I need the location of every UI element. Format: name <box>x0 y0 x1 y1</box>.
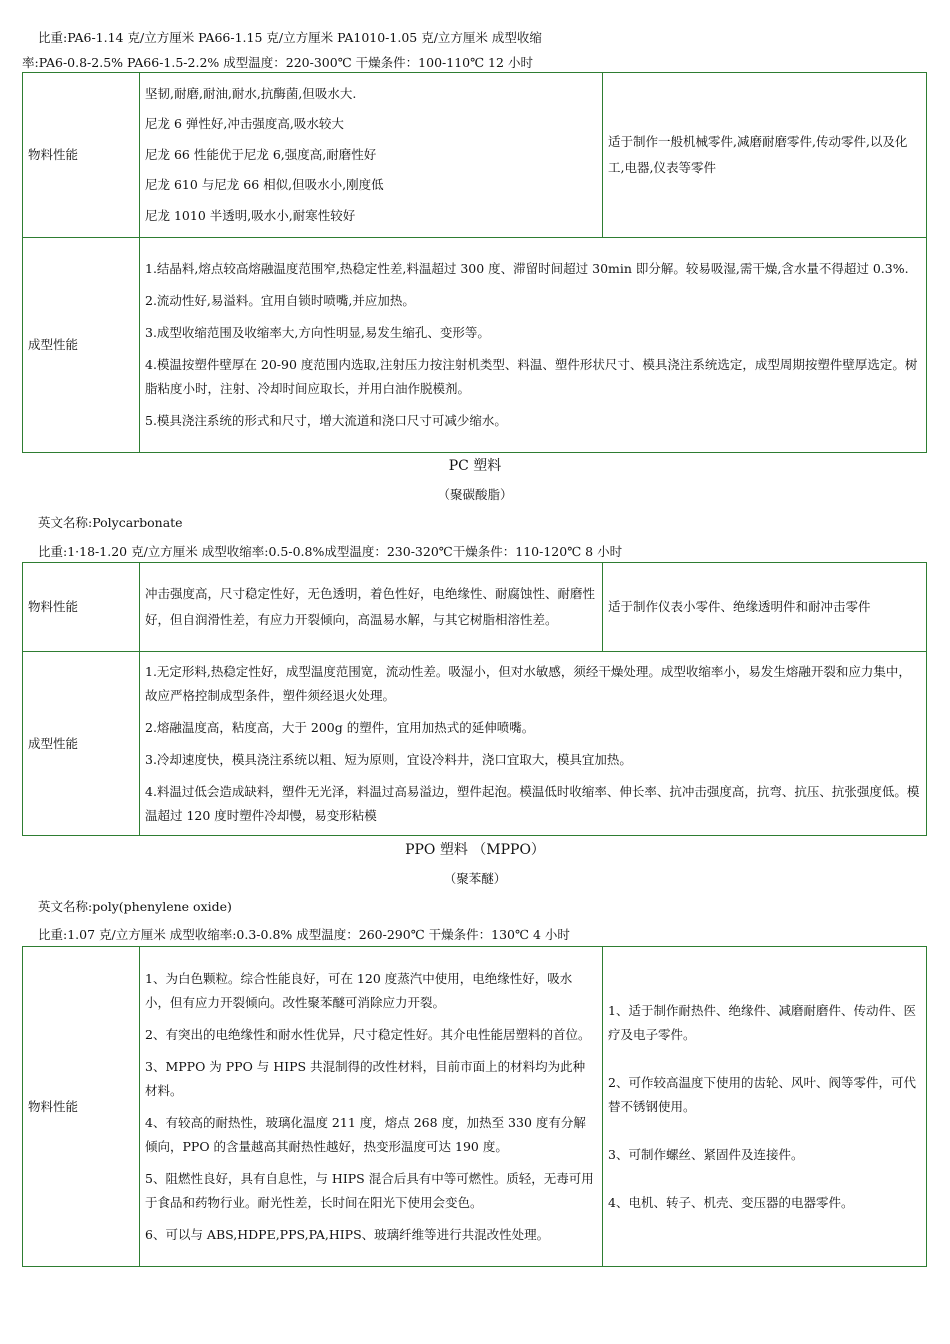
pa-usage-cell: 适于制作一般机械零件,减磨耐磨零件,传动零件,以及化工,电器,仪表等零件 <box>603 73 927 238</box>
pc-molding-cell <box>140 652 927 836</box>
pa-molding-line: 3.成型收缩范围及收缩率大,方向性明显,易发生缩孔、变形等。 <box>145 325 490 340</box>
pc-material-label: 物料性能 <box>23 563 140 652</box>
ppo-usage-line: 1、适于制作耐热件、绝缘件、减磨耐磨件、传动件、医疗及电子零件。 <box>608 1002 916 1042</box>
pa-molding-line: 5.模具浇注系统的形式和尺寸，增大流道和浇口尺寸可减少缩水。 <box>145 413 507 428</box>
pc-english-name: 英文名称:Polycarbonate <box>38 515 183 530</box>
pc-molding-line: 2.熔融温度高，粘度高，大于 200g 的塑件，宜用加热式的延伸喷嘴。 <box>145 719 535 735</box>
pa-molding-label: 成型性能 <box>23 238 140 453</box>
pc-title: PC 塑料 <box>448 458 502 474</box>
pa-spec-line-2: 率:PA6-0.8-2.5% PA66-1.5-2.2% 成型温度：220-300℃ 干燥条件：100-110℃ 12 小时 <box>22 55 533 70</box>
ppo-usage-line: 2、可作较高温度下使用的齿轮、风叶、阀等零件，可代替不锈钢使用。 <box>608 1074 916 1114</box>
pc-property-table <box>22 562 927 836</box>
pa-material-line: 坚韧,耐磨,耐油,耐水,抗酶菌,但吸水大. <box>145 85 357 101</box>
ppo-material-line: 2、有突出的电绝缘性和耐水性优异，尺寸稳定性好。其介电性能居塑料的首位。 <box>145 1026 591 1042</box>
ppo-title: PPO 塑料 （MPPO） <box>405 842 545 858</box>
ppo-english-name: 英文名称:poly(phenylene oxide) <box>38 899 232 914</box>
pa-molding-line: 2.流动性好,易溢料。宜用自锁时喷嘴,并应加热。 <box>145 293 415 308</box>
ppo-usage-cell <box>603 947 927 1267</box>
pc-molding-label: 成型性能 <box>23 652 140 836</box>
ppo-material-line: 1、为白色颗粒。综合性能良好，可在 120 度蒸汽中使用，电绝缘性好，吸水小，但有应力开裂倾向。改性聚苯醚可消除应力开裂。 <box>145 970 573 1010</box>
pa-molding-cell <box>140 238 927 453</box>
pa-spec-line-1: 比重:PA6-1.14 克/立方厘米 PA66-1.15 克/立方厘米 PA1010-1.05 克/立方厘米 成型收缩 <box>38 30 542 45</box>
pc-molding-line: 1.无定形料,热稳定性好，成型温度范围宽，流动性差。吸湿小，但对水敏感，须经干燥处理。成型收缩率小，易发生熔融开裂和应力集中，故应严格控制成型条件，塑件须经退火处理。 <box>145 663 911 703</box>
pa-material-cell <box>140 73 603 238</box>
pa-material-line: 尼龙 1010 半透明,吸水小,耐寒性较好 <box>145 207 356 223</box>
pa-material-line: 尼龙 66 性能优于尼龙 6,强度高,耐磨性好 <box>145 146 377 162</box>
ppo-material-line: 3、MPPO 为 PPO 与 HIPS 共混制得的改性材料，目前市面上的材料均为此种材料。 <box>145 1058 586 1098</box>
pc-material-row <box>23 563 927 652</box>
ppo-material-label: 物料性能 <box>23 947 140 1267</box>
ppo-usage-line: 3、可制作螺丝、紧固件及连接件。 <box>608 1146 804 1162</box>
pc-molding-line: 4.料温过低会造成缺料，塑件无光泽，料温过高易溢边，塑件起泡。模温低时收缩率、伸长率、抗冲击强度高，抗弯、抗压、抗张强度低。模温超过 120 度时塑件冷却慢，易变形粘模 <box>145 783 920 823</box>
pc-molding-line: 3.冷却速度快，模具浇注系统以粗、短为原则，宜设冷料井，浇口宜取大，模具宜加热。 <box>145 751 632 767</box>
pa-material-line: 尼龙 6 弹性好,冲击强度高,吸水较大 <box>145 116 344 132</box>
ppo-material-row <box>23 947 927 1267</box>
pc-molding-row <box>23 652 927 836</box>
ppo-material-line: 5、阻燃性良好，具有自息性，与 HIPS 混合后具有中等可燃性。质轻，无毒可用于食品和药物行业。耐光性差，长时间在阳光下使用会变色。 <box>145 1170 594 1210</box>
ppo-property-table <box>22 946 927 1267</box>
pa-material-line: 尼龙 610 与尼龙 66 相似,但吸水小,刚度低 <box>145 177 384 193</box>
ppo-usage-line: 4、电机、转子、机壳、变压器的电器零件。 <box>608 1194 854 1210</box>
pa-property-table <box>22 72 927 453</box>
ppo-spec-line: 比重:1.07 克/立方厘米 成型收缩率:0.3-0.8% 成型温度：260-290℃ 干燥条件：130℃ 4 小时 <box>38 927 570 942</box>
ppo-material-line: 4、有较高的耐热性，玻璃化温度 211 度，熔点 268 度，加热至 330 度有分解倾向，PPO 的含量越高其耐热性越好，热变形温度可达 190 度。 <box>145 1114 586 1154</box>
pa-molding-row <box>23 238 927 453</box>
pc-spec-line: 比重:1·18-1.20 克/立方厘米 成型收缩率:0.5-0.8%成型温度：230-320℃干燥条件：110-120℃ 8 小时 <box>38 544 623 559</box>
pa-molding-line: 4.模温按塑件壁厚在 20-90 度范围内选取,注射压力按注射机类型、料温、塑件形状尺寸、模具浇注系统选定，成型周期按塑件壁厚选定。树脂粘度小时，注射、冷却时间应取长，并用白油作脱模剂。 <box>145 357 918 396</box>
ppo-subtitle: （聚苯醚） <box>443 871 507 886</box>
pc-material-cell: 冲击强度高，尺寸稳定性好，无色透明，着色性好，电绝缘性、耐腐蚀性、耐磨性好，但自润滑性差，有应力开裂倾向，高温易水解，与其它树脂相溶性差。 <box>140 563 603 652</box>
pc-subtitle: （聚碳酸脂） <box>437 487 513 502</box>
pa-molding-line: 1.结晶料,熔点较高熔融温度范围窄,热稳定性差,料温超过 300 度、滞留时间超过 30min 即分解。较易吸湿,需干燥,含水量不得超过 0.3%. <box>145 261 909 276</box>
ppo-material-line: 6、可以与 ABS,HDPE,PPS,PA,HIPS、玻璃纤维等进行共混改性处理。 <box>145 1226 550 1242</box>
pa-material-label: 物料性能 <box>23 73 140 238</box>
pc-usage-cell: 适于制作仪表小零件、绝缘透明件和耐冲击零件 <box>603 563 927 652</box>
pa-material-row <box>23 73 927 238</box>
ppo-material-cell <box>140 947 603 1267</box>
